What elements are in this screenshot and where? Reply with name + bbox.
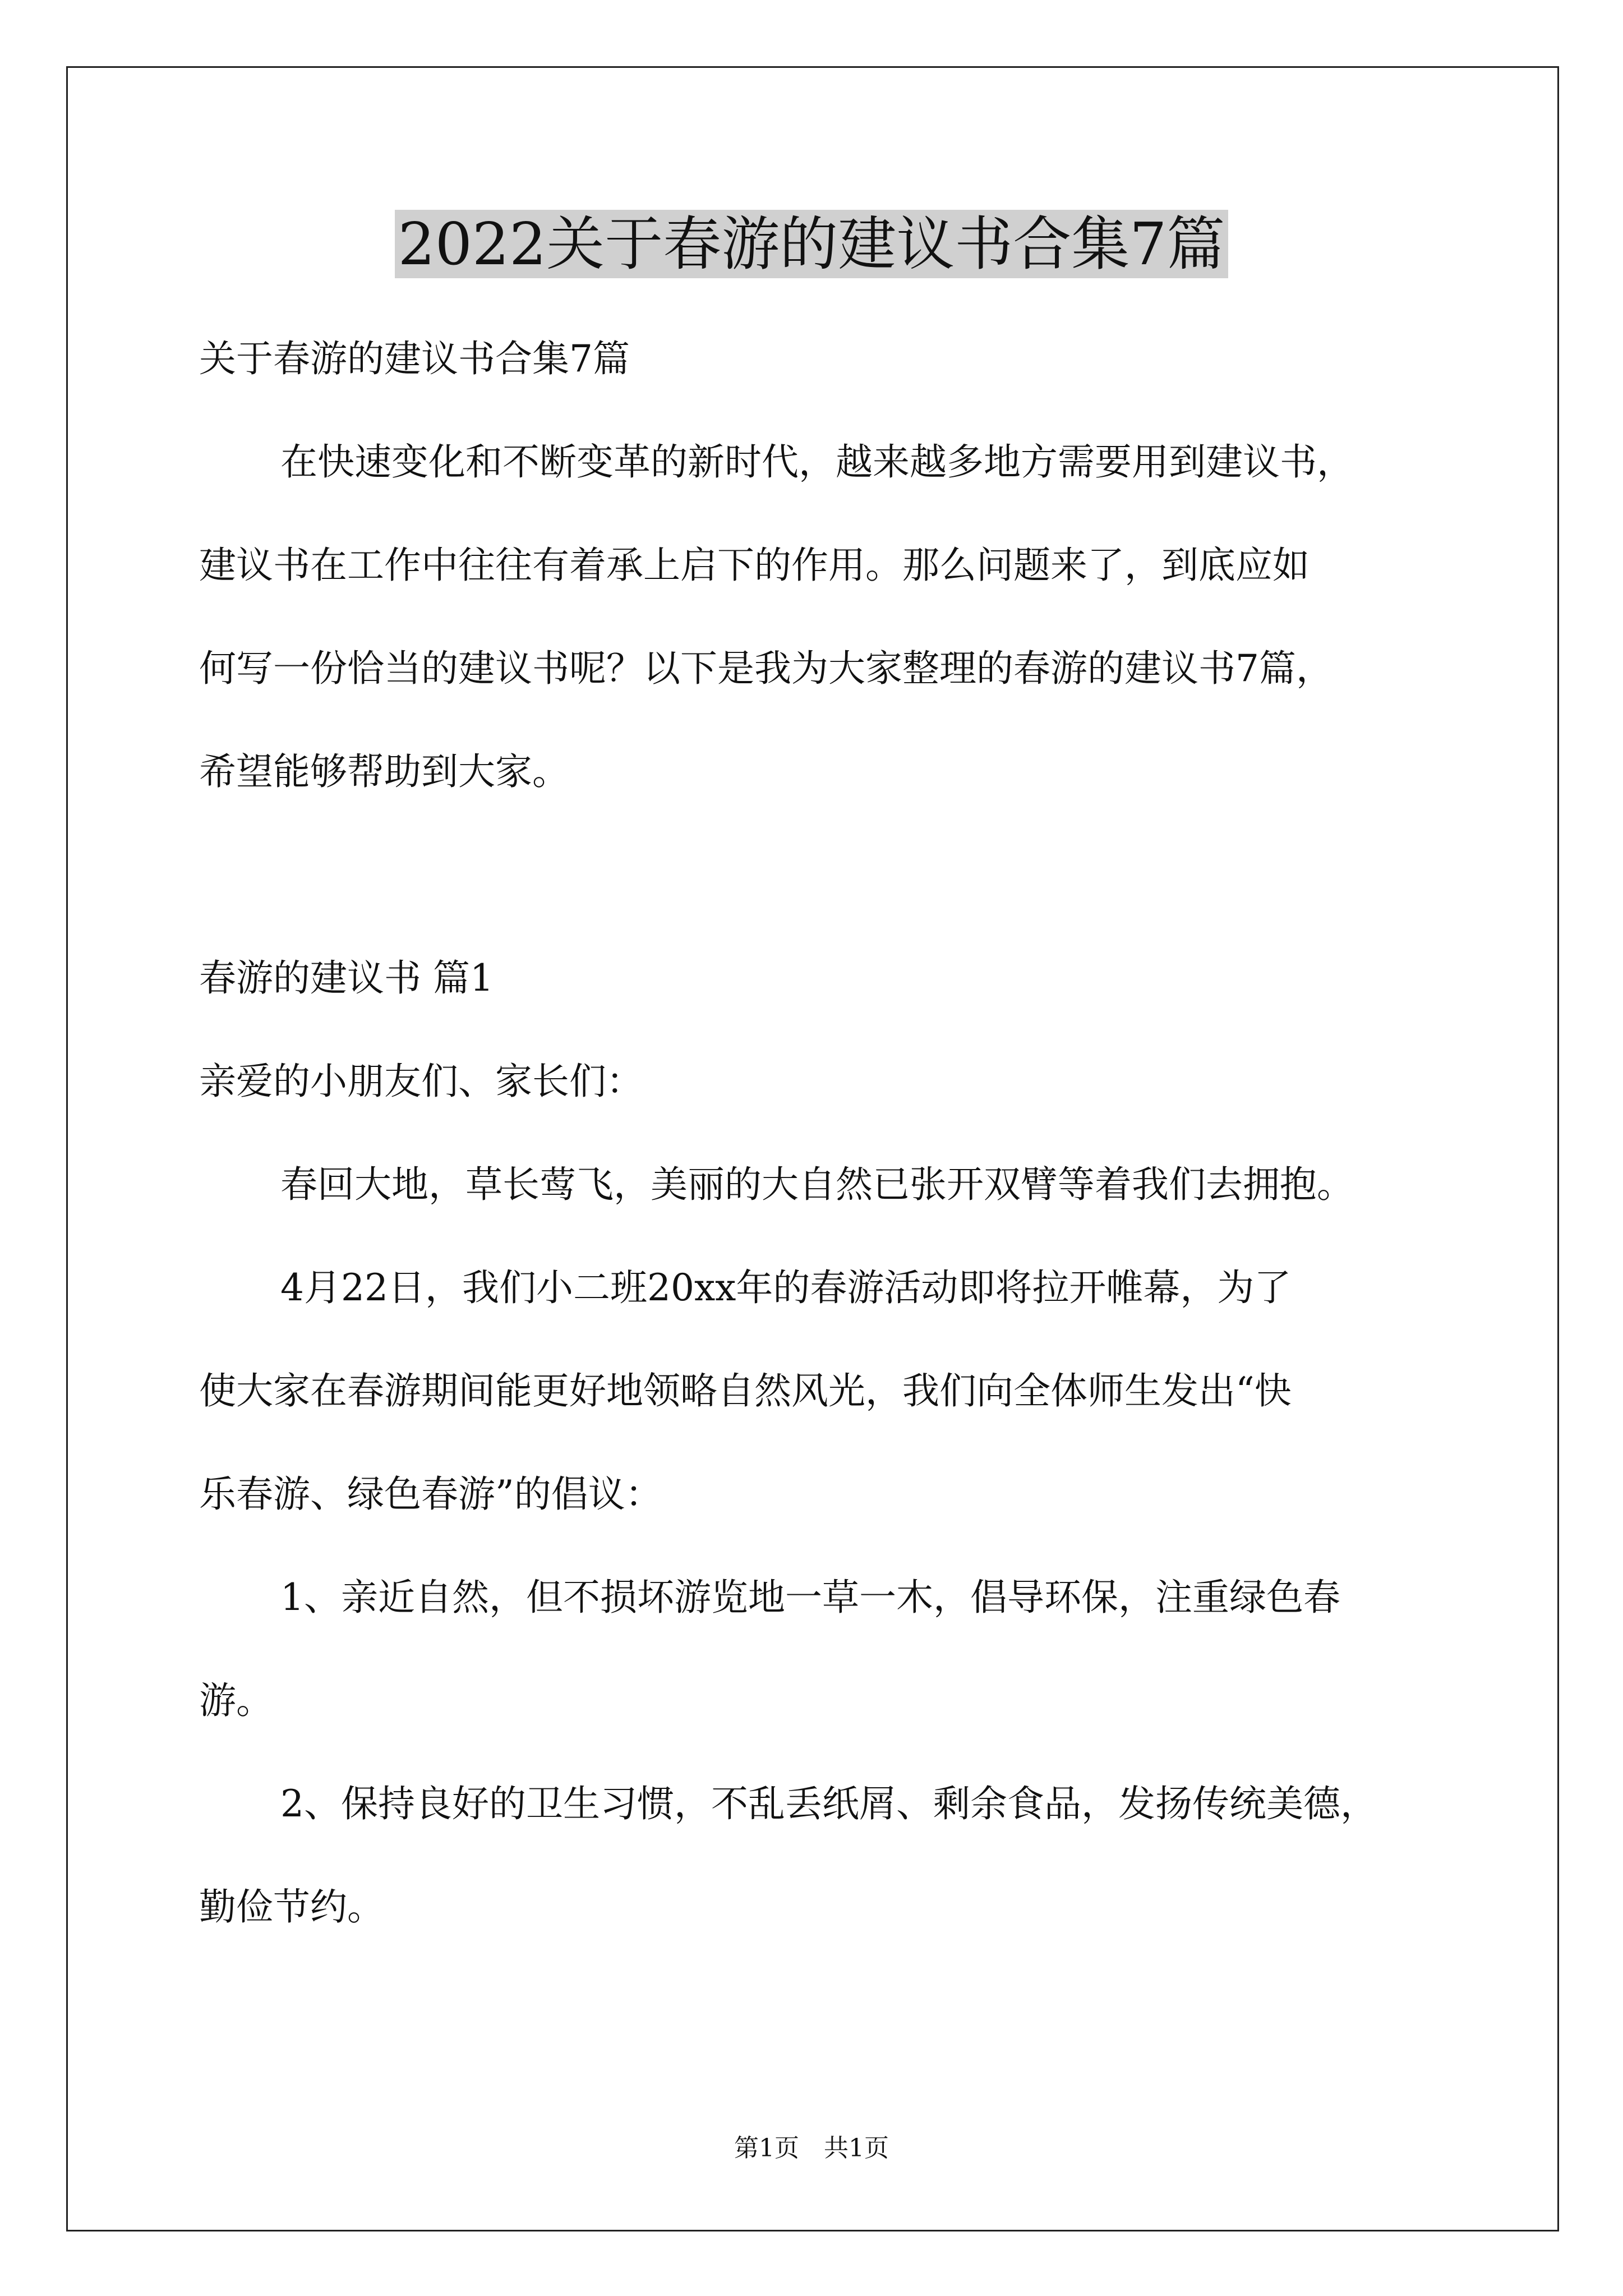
body-line-1: 春回大地，草长莺飞，美丽的大自然已张开双臂等着我们去拥抱。 [280, 1163, 1354, 1206]
intro-line-1: 在快速变化和不断变革的新时代，越来越多地方需要用到建议书， [280, 440, 1354, 484]
salutation: 亲爱的小朋友们、家长们： [199, 1060, 643, 1103]
document-title-text: 2022关于春游的建议书合集7篇 [395, 210, 1229, 278]
document-body [199, 307, 1433, 1959]
body-line-6: 游。 [199, 1679, 273, 1722]
body-line-7: 2、保持良好的卫生习惯，不乱丢纸屑、剩余食品，发扬传统美德， [280, 1782, 1377, 1825]
paragraph-gap [199, 823, 1433, 927]
body-line-3: 使大家在春游期间能更好地领略自然风光，我们向全体师生发出“快 [199, 1369, 1292, 1412]
body-line-5: 1、亲近自然，但不损坏游览地一草一木，倡导环保，注重绿色春 [280, 1576, 1340, 1619]
body-line-8: 勤俭节约。 [199, 1885, 384, 1929]
document-subtitle: 关于春游的建议书合集7篇 [199, 337, 630, 380]
page-footer: 第1页 共1页 [734, 2134, 889, 2162]
intro-line-4: 希望能够帮助到大家。 [199, 750, 569, 793]
intro-line-3: 何写一份恰当的建议书呢？以下是我为大家整理的春游的建议书7篇， [199, 647, 1333, 690]
intro-line-2: 建议书在工作中往往有着承上启下的作用。那么问题来了，到底应如 [199, 544, 1310, 587]
body-line-4: 乐春游、绿色春游”的倡议： [199, 1473, 662, 1516]
body-line-2: 4月22日，我们小二班20xx年的春游活动即将拉开帷幕，为了 [280, 1266, 1292, 1309]
section-heading: 春游的建议书 篇1 [199, 956, 494, 1000]
document-title [0, 202, 1623, 286]
